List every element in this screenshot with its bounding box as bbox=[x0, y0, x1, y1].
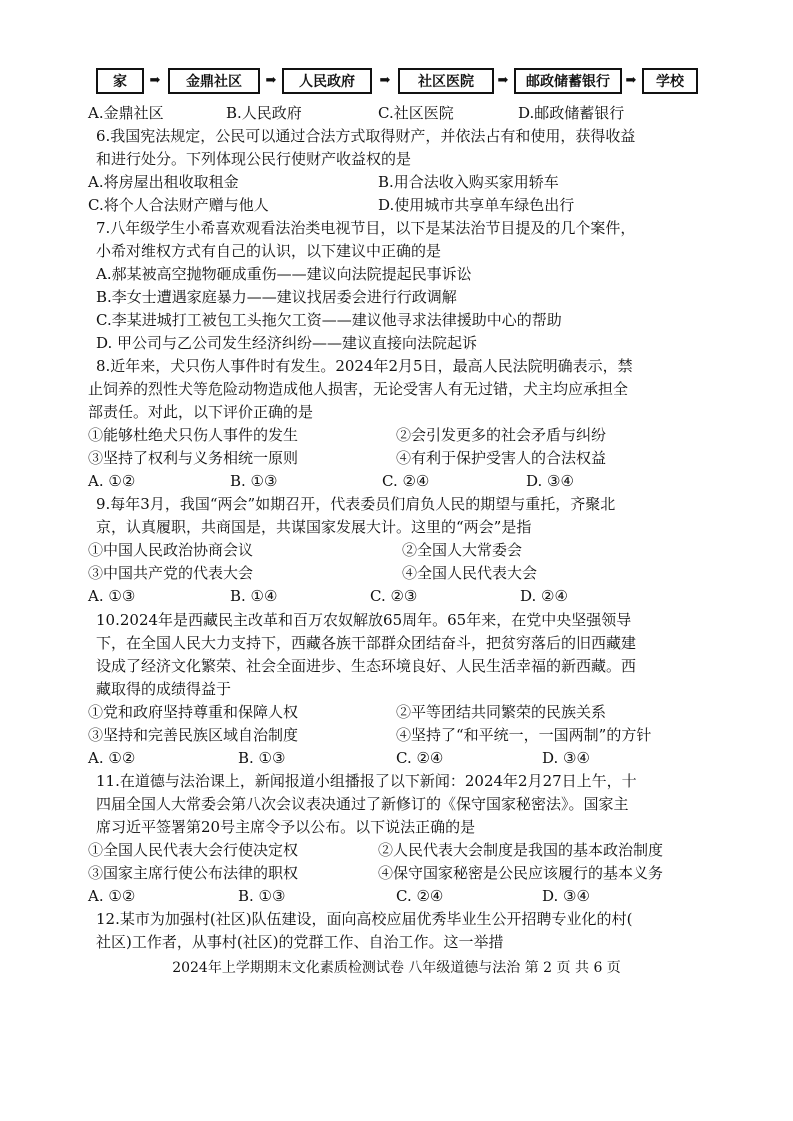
q11-item-4: ④保守国家秘密是公民应该履行的基本义务 bbox=[378, 864, 664, 882]
q11-option-c: C. ②④ bbox=[396, 887, 444, 905]
q5-option-b: B.人民政府 bbox=[226, 104, 302, 122]
q10-item-3: ③坚持和完善民族区域自治制度 bbox=[88, 726, 299, 744]
q10-option-d: D. ③④ bbox=[542, 749, 590, 767]
route-flowchart bbox=[90, 66, 710, 98]
arrow-right-icon: ➡ bbox=[265, 73, 277, 88]
page-footer: 2024年上学期期末文化素质检测试卷 八年级道德与法治 第 2 页 共 6 页 bbox=[172, 960, 621, 976]
q8-stem-line: 8.近年来，犬只伤人事件时有发生。2024年2月5日，最高人民法院明确表示，禁 bbox=[96, 357, 633, 375]
q7-option-d: D. 甲公司与乙公司发生经济纠纷——建议直接向法院起诉 bbox=[96, 334, 478, 352]
q6-option-a: A.将房屋出租收取租金 bbox=[88, 173, 239, 191]
q9-stem-line: 9.每年3月，我国“两会”如期召开，代表委员们肩负人民的期望与重托，齐聚北 bbox=[96, 495, 616, 513]
q11-stem-line: 11.在道德与法治课上，新闻报道小组播报了以下新闻：2024年2月27日上午，十 bbox=[96, 772, 637, 790]
q8-item-1: ①能够杜绝犬只伤人事件的发生 bbox=[88, 426, 299, 444]
q9-item-2: ②全国人大常委会 bbox=[402, 541, 523, 559]
arrow-right-icon: ➡ bbox=[497, 73, 509, 88]
arrow-right-icon: ➡ bbox=[149, 73, 161, 88]
q11-option-d: D. ③④ bbox=[542, 887, 590, 905]
q10-stem-line: 10.2024年是西藏民主改革和百万农奴解放65周年。65年来，在党中央坚强领导 bbox=[96, 611, 632, 629]
q8-item-2: ②会引发更多的社会矛盾与纠纷 bbox=[396, 426, 607, 444]
q9-item-1: ①中国人民政治协商会议 bbox=[88, 541, 254, 559]
q9-option-a: A. ①③ bbox=[88, 587, 136, 605]
q9-stem-line: 京，认真履职，共商国是，共谋国家发展大计。这里的“两会”是指 bbox=[96, 518, 532, 536]
q5-option-a: A.金鼎社区 bbox=[88, 104, 164, 122]
q9-item-4: ④全国人民代表大会 bbox=[402, 564, 538, 582]
q11-option-b: B. ①③ bbox=[238, 887, 286, 905]
q7-option-b: B.李女士遭遇家庭暴力——建议找居委会进行行政调解 bbox=[96, 288, 457, 306]
q9-option-d: D. ②④ bbox=[520, 587, 568, 605]
q6-option-b: B.用合法收入购买家用轿车 bbox=[378, 173, 559, 191]
q7-option-c: C.李某进城打工被包工头拖欠工资——建议他寻求法律援助中心的帮助 bbox=[96, 311, 562, 329]
q8-item-4: ④有利于保护受害人的合法权益 bbox=[396, 449, 607, 467]
q11-stem-line: 席习近平签署第20号主席令予以公布。以下说法正确的是 bbox=[96, 818, 476, 836]
q11-option-a: A. ①② bbox=[88, 887, 136, 905]
flow-step-government: 人民政府 bbox=[282, 68, 372, 94]
q10-stem-line: 设成了经济文化繁荣、社会全面进步、生态环境良好、人民生活幸福的新西藏。西 bbox=[96, 657, 637, 675]
q12-stem-line: 社区)工作者，从事村(社区)的党群工作、自治工作。这一举措 bbox=[96, 933, 504, 951]
q9-option-b: B. ①④ bbox=[230, 587, 278, 605]
q8-stem-line: 止饲养的烈性犬等危险动物造成他人损害，无论受害人有无过错，犬主均应承担全 bbox=[88, 380, 629, 398]
q8-option-c: C. ②④ bbox=[382, 472, 430, 490]
q11-item-2: ②人民代表大会制度是我国的基本政治制度 bbox=[378, 841, 664, 859]
q8-option-d: D. ③④ bbox=[526, 472, 574, 490]
q7-stem-line: 小希对维权方式有自己的认识，以下建议中正确的是 bbox=[96, 242, 442, 260]
q11-item-3: ③国家主席行使公布法律的职权 bbox=[88, 864, 299, 882]
q6-stem-line: 6.我国宪法规定，公民可以通过合法方式取得财产，并依法占有和使用，获得收益 bbox=[96, 127, 636, 145]
q10-item-4: ④坚持了“和平统一，一国两制”的方针 bbox=[396, 726, 652, 744]
q5-option-d: D.邮政储蓄银行 bbox=[518, 104, 625, 122]
flow-step-school: 学校 bbox=[642, 68, 698, 94]
q11-stem-line: 四届全国人大常委会第八次会议表决通过了新修订的《保守国家秘密法》。国家主 bbox=[96, 795, 629, 813]
flow-step-bank: 邮政储蓄银行 bbox=[514, 68, 622, 94]
q9-item-3: ③中国共产党的代表大会 bbox=[88, 564, 254, 582]
q10-option-a: A. ①② bbox=[88, 749, 136, 767]
arrow-right-icon: ➡ bbox=[379, 73, 391, 88]
q5-option-c: C.社区医院 bbox=[378, 104, 454, 122]
flow-step-community: 金鼎社区 bbox=[168, 68, 260, 94]
flow-step-home: 家 bbox=[96, 68, 144, 94]
q8-item-3: ③坚持了权利与义务相统一原则 bbox=[88, 449, 299, 467]
flow-step-hospital: 社区医院 bbox=[398, 68, 494, 94]
q8-option-b: B. ①③ bbox=[230, 472, 278, 490]
q12-stem-line: 12.某市为加强村(社区)队伍建设，面向高校应届优秀毕业生公开招聘专业化的村( bbox=[96, 910, 633, 928]
q11-item-1: ①全国人民代表大会行使决定权 bbox=[88, 841, 299, 859]
q6-option-d: D.使用城市共享单车绿色出行 bbox=[378, 196, 575, 214]
q6-option-c: C.将个人合法财产赠与他人 bbox=[88, 196, 269, 214]
q10-option-b: B. ①③ bbox=[238, 749, 286, 767]
q8-option-a: A. ①② bbox=[88, 472, 136, 490]
arrow-right-icon: ➡ bbox=[625, 73, 637, 88]
q10-item-2: ②平等团结共同繁荣的民族关系 bbox=[396, 703, 607, 721]
q7-option-a: A.郝某被高空抛物砸成重伤——建议向法院提起民事诉讼 bbox=[96, 265, 472, 283]
q10-stem-line: 藏取得的成绩得益于 bbox=[96, 680, 232, 698]
q10-stem-line: 下，在全国人民大力支持下，西藏各族干部群众团结奋斗，把贫穷落后的旧西藏建 bbox=[96, 634, 637, 652]
q9-option-c: C. ②③ bbox=[370, 587, 418, 605]
q10-option-c: C. ②④ bbox=[396, 749, 444, 767]
q8-stem-line: 部责任。对此，以下评价正确的是 bbox=[88, 403, 314, 421]
q6-stem-line: 和进行处分。下列体现公民行使财产收益权的是 bbox=[96, 150, 412, 168]
q10-item-1: ①党和政府坚持尊重和保障人权 bbox=[88, 703, 299, 721]
q7-stem-line: 7.八年级学生小希喜欢观看法治类电视节目，以下是某法治节目提及的几个案件， bbox=[96, 219, 636, 237]
